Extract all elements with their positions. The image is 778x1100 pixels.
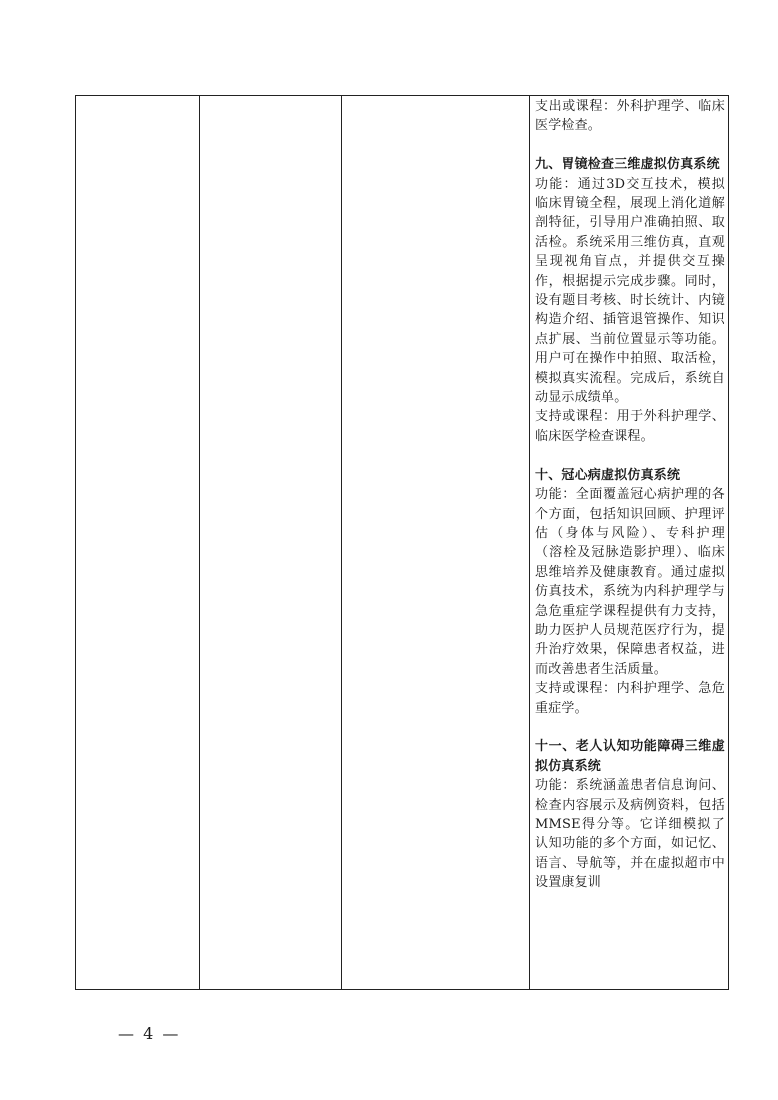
column-divider-3 (529, 96, 530, 989)
column-divider-2 (341, 96, 342, 989)
section-11-function: 功能：系统涵盖患者信息询问、检查内容展示及病例资料，包括MMSE得分等。它详细模拟了认知功能的多个方面，如记忆、语言、导航等，并在虚拟超市中设置康复训 (535, 778, 725, 891)
page-number: — 4 — (118, 1024, 181, 1043)
intro-text: 支出或课程：外科护理学、临床医学检查。 (535, 99, 725, 134)
section-10-title: 十、冠心病虚拟仿真系统 (535, 467, 681, 483)
section-10-support: 支持或课程：内科护理学、急危重症学。 (535, 681, 725, 716)
section-9-support: 支持或课程：用于外科护理学、临床医学检查课程。 (535, 409, 725, 444)
section-9-function: 功能：通过3D交互技术，模拟临床胃镜全程，展现上消化道解剖特征，引导用户准确拍照、取活检。系统采用三维仿真，直观呈现视角盲点，并提供交互操作，根据提示完成步骤。同时，设有题目考核、时长统计、内镜构造介绍、插管退管操作、知识点扩展、当前位置显示等功能。用户可在操作中拍照、取活检，模拟真实流程。完成后，系统自动显示成绩单。 (535, 176, 725, 406)
section-10-function: 功能：全面覆盖冠心病护理的各个方面，包括知识回顾、护理评估（身体与风险）、专科护理（溶栓及冠脉造影护理）、临床思维培养及健康教育。通过虚拟仿真技术，系统为内科护理学与急危重症学课程提供有力支持，助力医护人员规范医疗行为，提升治疗效果，保障患者权益，进而改善患者生活质量。 (535, 487, 725, 677)
description-cell (535, 97, 725, 893)
column-divider-1 (199, 96, 200, 989)
section-9-title: 九、胃镜检查三维虚拟仿真系统 (535, 157, 720, 173)
section-11-title: 十一、老人认知功能障碍三维虚拟仿真系统 (535, 739, 725, 774)
